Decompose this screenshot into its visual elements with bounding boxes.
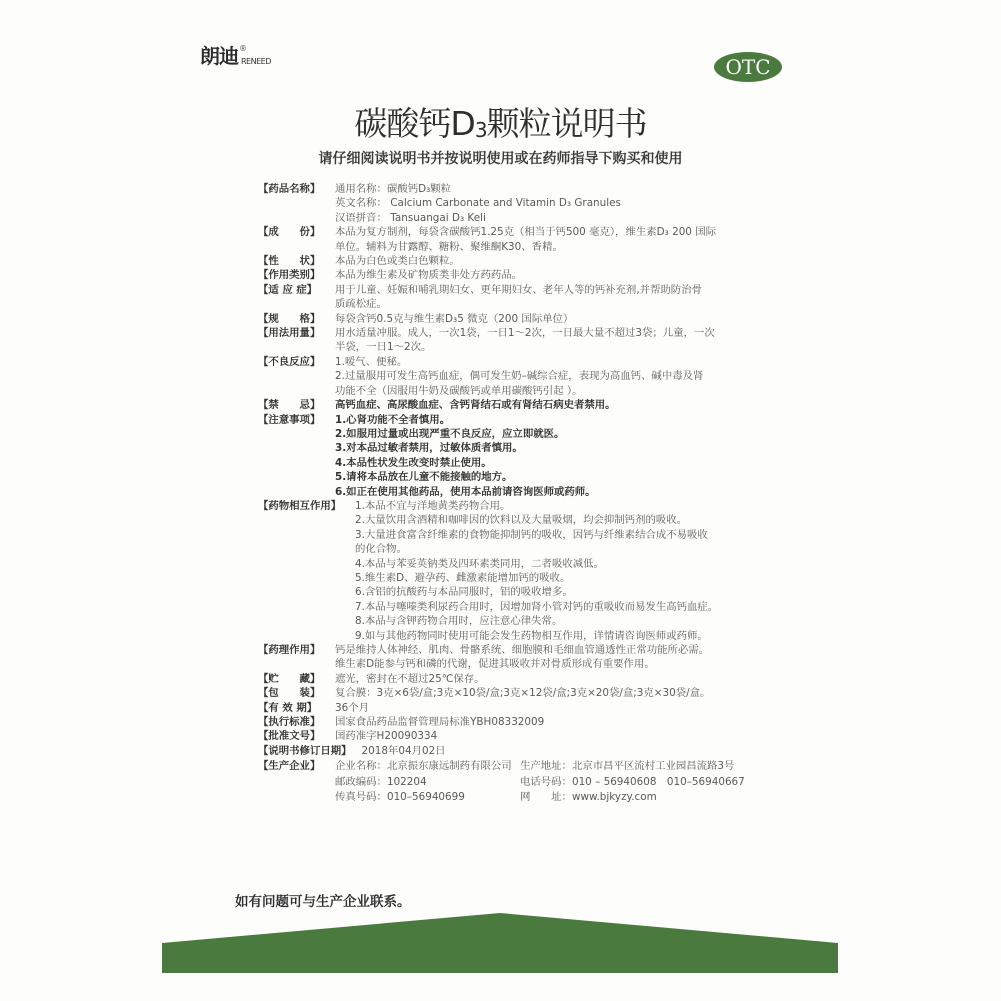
section-label: 【成 份】	[258, 226, 321, 239]
document-subtitle: 请仔细阅读说明书并按说明使用或在药师指导下购买和使用	[318, 151, 683, 167]
section-line: 5.维生素D、避孕药、雌激素能增加钙的吸收。	[355, 571, 571, 584]
section-line: 1.本品不宜与洋地黄类药物合用。	[355, 499, 511, 512]
manufacturer-line: 生产地址：北京市昌平区流村工业园昌流路3号	[520, 760, 735, 773]
manufacturer-line: 传真号码：010–56940699	[335, 791, 465, 804]
section-label: 【用法用量】	[258, 327, 321, 340]
section-line: 的化合物。	[355, 543, 407, 556]
section-line: 7.本品与噻嗪类利尿药合用时，因增加肾小管对钙的重吸收而易发生高钙血症。	[355, 600, 719, 613]
footer-note: 如有问题可与生产企业联系。	[235, 894, 411, 910]
manufacturer-line: 邮政编码：102204	[335, 775, 427, 788]
section-line: 高钙血症、高尿酸血症、含钙肾结石或有肾结石病史者禁用。	[335, 399, 616, 412]
section-line: 2.大量饮用含酒精和咖啡因的饮料以及大量吸烟，均会抑制钙剂的吸收。	[355, 514, 688, 527]
otc-badge: OTC	[714, 52, 782, 82]
manufacturer-line: 企业名称：北京振东康远制药有限公司	[335, 760, 512, 773]
section-line: 36个月	[335, 701, 370, 714]
section-line: 2.过量服用可发生高钙血症，偶可发生奶–碱综合症，表现为高血钙、碱中毒及肾	[335, 370, 704, 383]
section-label: 【说明书修订日期】	[258, 744, 352, 757]
section-label: 【药物相互作用】	[258, 499, 342, 512]
section-line: 维生素D能参与钙和磷的代谢，促进其吸收并对骨质形成有重要作用。	[335, 658, 655, 671]
section-line: 3.对本品过敏者禁用，过敏体质者慎用。	[335, 442, 523, 455]
section-line: 用于儿童、妊娠和哺乳期妇女、更年期妇女、老年人等的钙补充剂,并帮助防治骨	[335, 283, 702, 296]
section-line: 3.大量进食富含纤维素的食物能抑制钙的吸收，因钙与纤维素结合成不易吸收	[355, 528, 708, 541]
title-d: D	[450, 104, 475, 143]
section-label: 【适 应 症】	[258, 283, 318, 296]
section-line: 遮光，密封在不超过25℃保存。	[335, 672, 485, 685]
section-label: 【生产企业】	[258, 760, 321, 773]
title-subscript: 3	[474, 118, 487, 142]
section-label: 【有 效 期】	[258, 701, 318, 714]
section-line: 国药准字H20090334	[335, 730, 438, 743]
section-line: 6.含铝的抗酸药与本品同服时，铝的吸收增多。	[355, 586, 573, 599]
section-line: 汉语拼音： Tansuangai D₃ Keli	[335, 211, 486, 224]
section-label: 【药品名称】	[258, 183, 321, 195]
section-label: 【禁 忌】	[258, 399, 321, 412]
section-line: 钙是维持人体神经、肌肉、骨骼系统、细胞膜和毛细血管通透性正常功能所必需。	[335, 644, 710, 656]
registered-mark: ®	[239, 44, 247, 53]
title-rest: 颗粒说明书	[486, 104, 647, 143]
section-line: 4.本品与苯妥英钠类及四环素类同用，二者吸收减低。	[355, 557, 604, 570]
section-line: 1.嗳气、便秘。	[335, 355, 408, 368]
section-line: 1.心肾功能不全者慎用。	[335, 413, 451, 426]
section-label: 【贮 藏】	[258, 672, 321, 685]
title-main: 碳酸钙	[354, 104, 451, 143]
section-line: 6.如正在使用其他药品，使用本品前请咨询医师或药师。	[335, 485, 596, 498]
section-line: 用水适量冲服。成人，一次1袋，一日1～2次，一日最大量不超过3袋；儿童，一次	[335, 327, 715, 340]
section-line: 本品为复方制剂，每袋含碳酸钙1.25克（相当于钙500 毫克），维生素D₃ 200 国际	[335, 226, 717, 239]
section-line: 半袋，一日1～2次。	[335, 341, 432, 354]
section-line: 2018年04月02日	[361, 744, 446, 757]
section-line: 功能不全（因服用牛奶及碳酸钙或单用碳酸钙引起 ）。	[335, 384, 583, 397]
section-line: 8.本品与含钾药物合用时，应注意心律失常。	[355, 615, 563, 628]
section-line: 英文名称： Calcium Carbonate and Vitamin D₃ Granules	[335, 197, 621, 210]
section-label: 【包 装】	[258, 687, 321, 700]
section-line: 2.如服用过量或出现严重不良反应，应立即就医。	[335, 427, 565, 440]
section-line: 复合膜：3克×6袋/盒;3克×10袋/盒;3克×12袋/盒;3克×20袋/盒;3克×30袋/盒。	[335, 687, 711, 700]
section-line: 本品为维生素及矿物质类非处方药药品。	[335, 269, 523, 282]
section-label: 【性 状】	[258, 255, 321, 268]
manufacturer-line: 电话号码：010 – 56940608 010–56940667	[520, 775, 745, 788]
section-line: 本品为白色或类白色颗粒。	[335, 255, 460, 268]
section-line: 单位。辅料为甘露醇、糖粉、聚维酮K30、香精。	[335, 240, 563, 253]
section-label: 【不良反应】	[258, 355, 321, 368]
section-label: 【批准文号】	[258, 730, 321, 743]
section-line: 4.本品性状发生改变时禁止使用。	[335, 456, 492, 469]
section-label: 【注意事项】	[258, 413, 321, 426]
section-line: 质疏松症。	[335, 298, 387, 311]
brand-name-cn: 朗迪	[200, 44, 238, 68]
manufacturer-line[interactable]: 网 址：www.bjkyzy.com	[520, 791, 657, 804]
section-line: 每袋含钙0.5克与维生素D₃5 微克（200 国际单位）	[335, 312, 574, 325]
section-line: 国家食品药品监督管理局标准YBH08332009	[335, 716, 545, 729]
section-label: 【药理作用】	[258, 644, 321, 656]
section-label: 【执行标准】	[258, 716, 321, 729]
section-label: 【作用类别】	[258, 269, 321, 282]
section-line: 9.如与其他药物同时使用可能会发生药物相互作用，详情请咨询医师或药师。	[355, 629, 708, 642]
section-line: 通用名称：碳酸钙D₃颗粒	[335, 183, 452, 195]
brand-name-en: RENEED	[241, 57, 271, 66]
section-label: 【规 格】	[258, 312, 321, 325]
section-line: 5.请将本品放在儿童不能接触的地方。	[335, 471, 513, 484]
